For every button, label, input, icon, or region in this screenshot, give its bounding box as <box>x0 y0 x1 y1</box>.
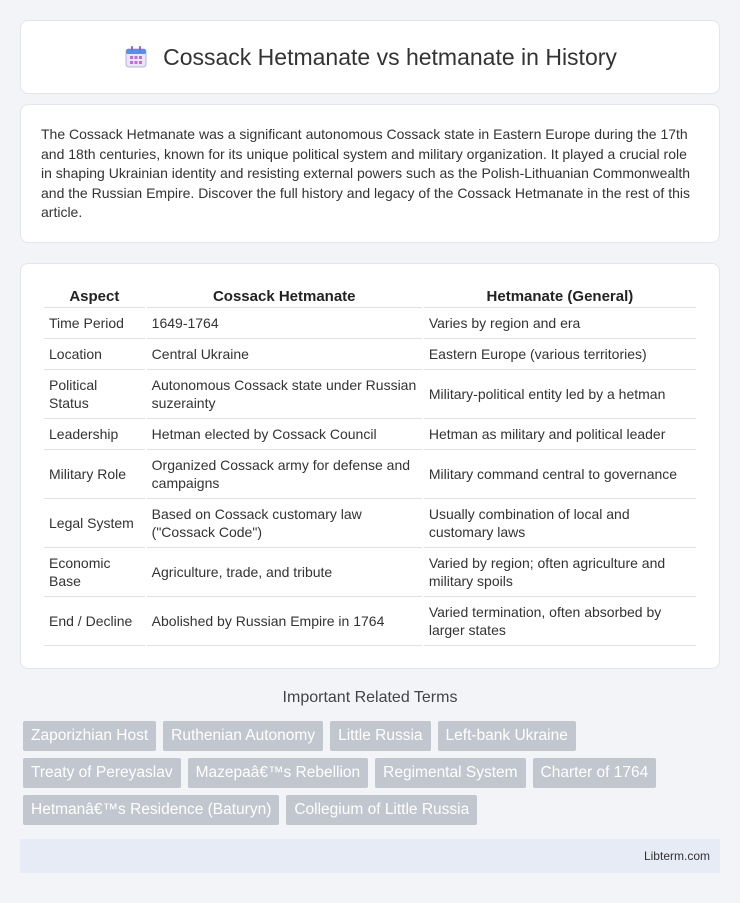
table-cell: Central Ukraine <box>147 339 422 370</box>
table-cell: Time Period <box>44 308 145 339</box>
header-aspect: Aspect <box>44 284 145 308</box>
table-cell: Location <box>44 339 145 370</box>
intro-text: The Cossack Hetmanate was a significant autonomous Cossack state in Eastern Europe during the 17th and 18th centuries, known for its unique political system and military organization. It played a crucial role in shaping Ukrainian identity and resisting external powers such as the Polish-Lithuanian Commonwealth and the Russian Empire. Discover the full history and legacy of the Cossack Hetmanate in the rest of this article. <box>41 126 691 221</box>
table-row <box>44 450 696 499</box>
intro-card <box>20 104 720 243</box>
table-cell: Leadership <box>44 419 145 450</box>
table-cell: Military command central to governance <box>424 450 696 499</box>
table-cell: Organized Cossack army for defense and campaigns <box>147 450 422 499</box>
page-title: Cossack Hetmanate vs hetmanate in History <box>163 43 617 70</box>
table-cell: End / Decline <box>44 597 145 646</box>
table-cell: Varies by region and era <box>424 308 696 339</box>
tag-zaporizhian-host[interactable]: Zaporizhian Host <box>23 721 156 751</box>
table-row <box>44 419 696 450</box>
table-cell: Agriculture, trade, and tribute <box>147 548 422 597</box>
table-header-row <box>44 284 696 308</box>
table-cell: 1649-1764 <box>147 308 422 339</box>
table-cell: Varied termination, often absorbed by larger states <box>424 597 696 646</box>
footer <box>20 839 720 873</box>
tag-regimental-system[interactable]: Regimental System <box>375 758 525 788</box>
table-row <box>44 339 696 370</box>
related-terms-title: Important Related Terms <box>282 689 458 706</box>
calendar-icon <box>123 44 149 70</box>
header-hetmanate-general: Hetmanate (General) <box>424 284 696 308</box>
comparison-table-card <box>20 263 720 669</box>
table-cell: Military-political entity led by a hetman <box>424 370 696 419</box>
table-row <box>44 308 696 339</box>
comparison-table <box>42 284 698 646</box>
footer-brand[interactable]: Libterm.com <box>643 849 710 863</box>
tag-hetmans-residence[interactable]: Hetmanâ€™s Residence (Baturyn) <box>23 795 279 825</box>
table-cell: Abolished by Russian Empire in 1764 <box>147 597 422 646</box>
table-cell: Political Status <box>44 370 145 419</box>
tag-charter-of-1764[interactable]: Charter of 1764 <box>533 758 657 788</box>
table-row <box>44 548 696 597</box>
tag-left-bank-ukraine[interactable]: Left-bank Ukraine <box>438 721 576 751</box>
table-row <box>44 370 696 419</box>
table-cell: Usually combination of local and customary laws <box>424 499 696 548</box>
table-cell: Hetman elected by Cossack Council <box>147 419 422 450</box>
table-cell: Economic Base <box>44 548 145 597</box>
table-cell: Varied by region; often agriculture and military spoils <box>424 548 696 597</box>
table-cell: Based on Cossack customary law ("Cossack Code") <box>147 499 422 548</box>
title-card <box>20 20 720 94</box>
header-cossack-hetmanate: Cossack Hetmanate <box>147 284 422 308</box>
tag-treaty-of-pereyaslav[interactable]: Treaty of Pereyaslav <box>23 758 181 788</box>
table-cell: Hetman as military and political leader <box>424 419 696 450</box>
table-row <box>44 499 696 548</box>
tag-ruthenian-autonomy[interactable]: Ruthenian Autonomy <box>163 721 323 751</box>
table-cell: Military Role <box>44 450 145 499</box>
tag-collegium-of-little-russia[interactable]: Collegium of Little Russia <box>286 795 477 825</box>
tag-little-russia[interactable]: Little Russia <box>330 721 430 751</box>
tag-mazepas-rebellion[interactable]: Mazepaâ€™s Rebellion <box>188 758 369 788</box>
related-terms-list <box>23 721 723 825</box>
table-cell: Eastern Europe (various territories) <box>424 339 696 370</box>
table-row <box>44 597 696 646</box>
table-cell: Autonomous Cossack state under Russian suzerainty <box>147 370 422 419</box>
table-cell: Legal System <box>44 499 145 548</box>
